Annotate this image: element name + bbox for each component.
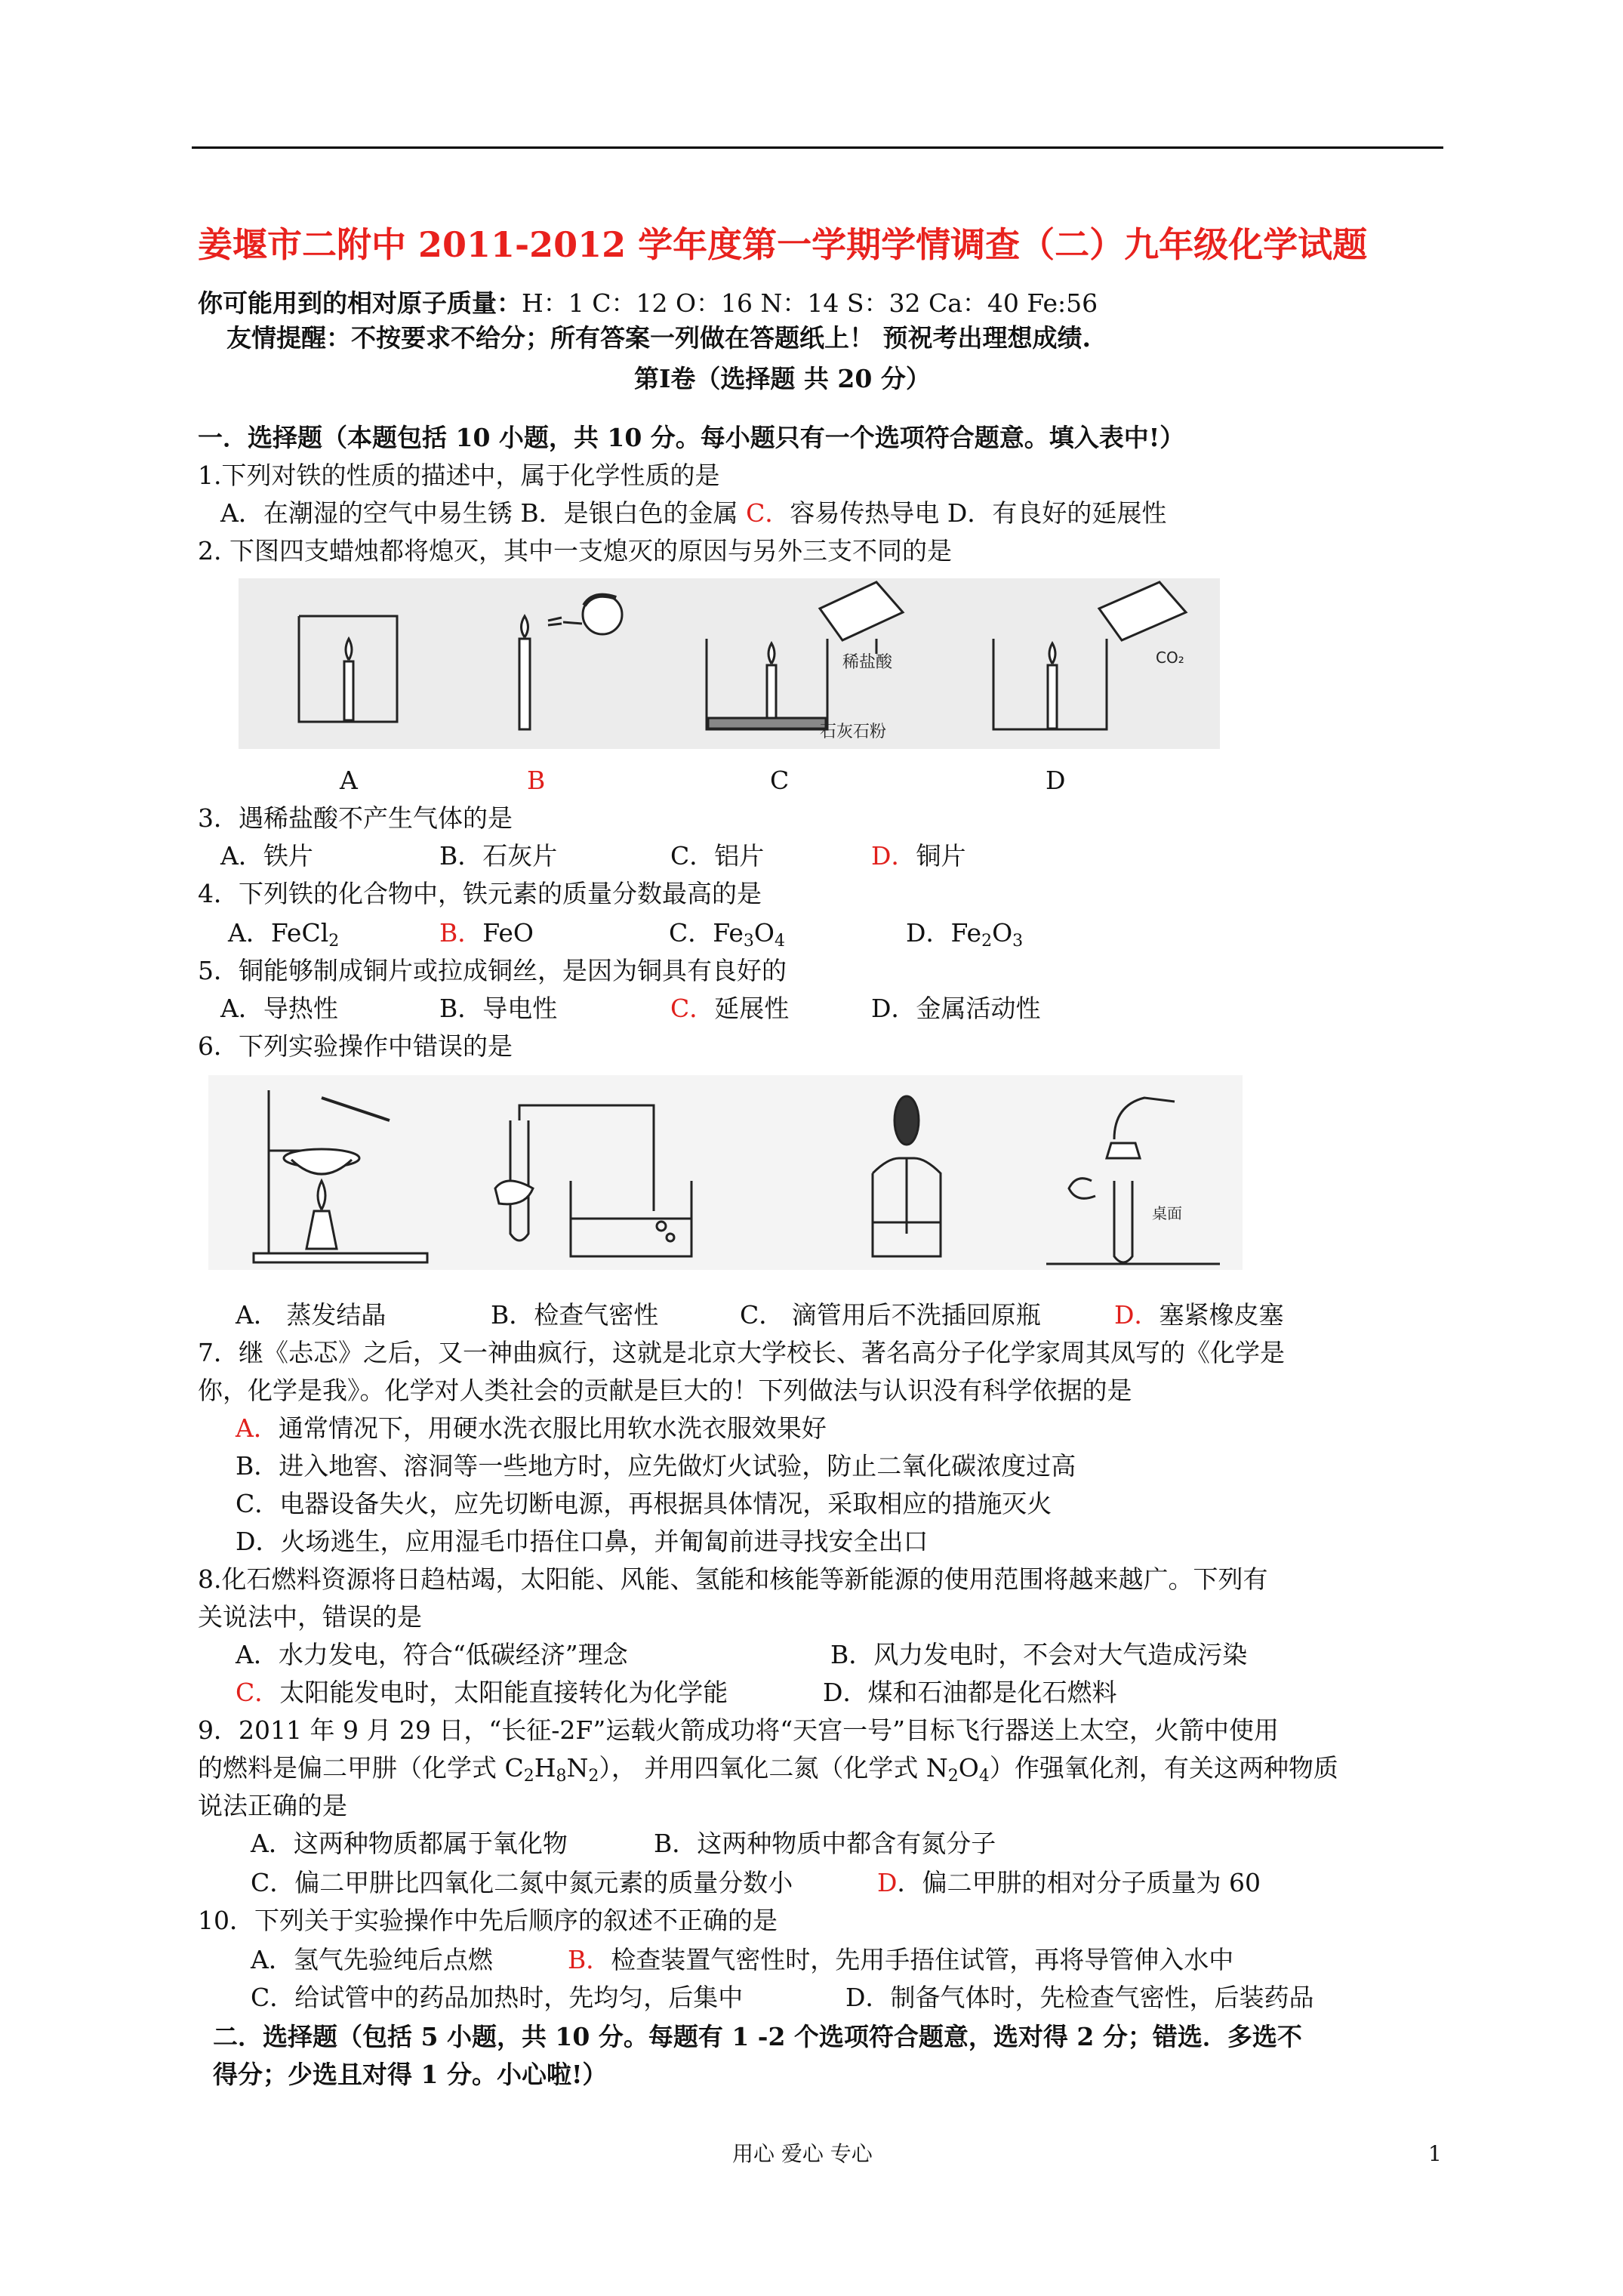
- q4-stem: 4．下列铁的化合物中，铁元素的质量分数最高的是: [198, 879, 762, 908]
- q2-label-d: D: [1046, 766, 1066, 795]
- q4-option-a: [228, 915, 339, 951]
- q8-option-c: [236, 1675, 728, 1711]
- q6-option-c: C． 滴管用后不洗插回原瓶: [740, 1300, 1041, 1330]
- q2-label-c: C: [770, 766, 790, 795]
- reminder: 友情提醒：不按要求不给分；所有答案一列做在答题纸上！ 预祝考出理想成绩.: [226, 323, 1091, 353]
- q9-stem2-c: N: [566, 1753, 589, 1783]
- q3-option-d-text: 铜片: [916, 841, 966, 871]
- atomic-mass-label: 你可能用到的相对原子质量：: [198, 288, 522, 318]
- q8-option-b: B．风力发电时，不会对大气造成污染: [830, 1640, 1248, 1669]
- q7-stem-line2: 你，化学是我》。化学对人类社会的贡献是巨大的！下列做法与认识没有科学依据的是: [198, 1376, 1132, 1405]
- atomic-mass-line: [198, 285, 1098, 322]
- q1-option-b: B．是银白色的金属: [520, 498, 738, 528]
- q1-option-c-letter: C．: [746, 498, 790, 528]
- q4-option-a-text: A．FeCl: [228, 918, 329, 948]
- q6-option-d-text: 塞紧橡皮塞: [1159, 1300, 1284, 1330]
- q8-option-c-letter: C．: [236, 1678, 280, 1707]
- q5-stem: 5．铜能够制成铜片或拉成铜丝，是因为铜具有良好的: [198, 956, 787, 985]
- q10-option-c: C．给试管中的药品加热时，先均匀，后集中: [251, 1983, 744, 2012]
- q2-stem: 2. 下图四支蜡烛都将熄灭，其中一支熄灭的原因与另外三支不同的是: [198, 536, 952, 566]
- q9-option-b: B．这两种物质中都含有氮分子: [654, 1829, 996, 1858]
- section1-title: 第Ⅰ卷（选择题 共 20 分）: [634, 364, 931, 393]
- page-title: 姜堰市二附中 2011-2012 学年度第一学期学情调查（二）九年级化学试题: [198, 224, 1368, 265]
- q9-option-d-text: ．偏二甲肼的相对分子质量为 60: [897, 1868, 1261, 1897]
- q10-option-b-letter: B．: [568, 1945, 611, 1974]
- q5-option-b: B．导电性: [439, 994, 558, 1023]
- part2-header-line2: 得分；少选且对得 1 分。小心啦!）: [213, 2060, 608, 2089]
- q4-option-c-sub2: 4: [774, 932, 785, 951]
- q3-option-c: C．铝片: [670, 841, 765, 871]
- header-rule: [192, 146, 1443, 149]
- q9-stem2-s4: 2: [947, 1767, 959, 1786]
- q1-option-a: A．在潮湿的空气中易生锈: [220, 498, 513, 528]
- q9-stem2-e: O: [958, 1753, 979, 1783]
- q4-option-c: [669, 915, 785, 951]
- q5-option-d: D．金属活动性: [871, 994, 1041, 1023]
- page-footer: 用心 爱心 专心: [732, 2141, 873, 2166]
- q6-lab-figure: [208, 1075, 1243, 1270]
- q6-option-d: [1114, 1297, 1283, 1333]
- q9-stem-line3: 说法正确的是: [198, 1791, 347, 1820]
- q7-stem-line1: 7．继《忐忑》之后，又一神曲疯行，这就是北京大学校长、著名高分子化学家周其凤写的《化学是: [198, 1338, 1285, 1367]
- q9-stem2-a: 的燃料是偏二甲肼（化学式 C: [198, 1753, 524, 1783]
- q4-option-d-sub1: 2: [981, 932, 993, 951]
- q1-option-d: D．有良好的延展性: [947, 498, 1167, 528]
- q7-option-d: D．火场逃生，应用湿毛巾捂住口鼻，并匍匐前进寻找安全出口: [236, 1527, 929, 1556]
- page-number: 1: [1428, 2141, 1442, 2166]
- q5-option-c: [670, 991, 789, 1027]
- q5-option-a: A．导热性: [220, 994, 338, 1023]
- q9-option-c: C．偏二甲肼比四氧化二氮中氮元素的质量分数小: [251, 1868, 793, 1897]
- q10-option-b: [568, 1942, 1233, 1978]
- q4-option-d-text: D．Fe: [906, 918, 982, 948]
- q1-stem: 1.下列对铁的性质的描述中，属于化学性质的是: [198, 461, 720, 490]
- q9-stem2-f: ）作强氧化剂，有关这两种物质: [989, 1753, 1338, 1783]
- q7-option-a-text: 通常情况下，用硬水洗衣服比用软水洗衣服效果好: [278, 1413, 827, 1443]
- q9-option-d-letter: D: [877, 1868, 898, 1897]
- q4-option-c-sub1: 3: [743, 932, 754, 951]
- q9-stem2-d: ）， 并用四氧化二氮（化学式 N: [599, 1753, 948, 1783]
- part2-header-line1: 二．选择题（包括 5 小题，共 10 分。每题有 1 -2 个选项符合题意，选对得 2 分；错选．多选不: [213, 2022, 1302, 2051]
- q2-label-b: B: [527, 766, 546, 795]
- label-co2: CO₂: [1156, 649, 1184, 667]
- q1-options: [220, 495, 1166, 532]
- q9-stem2-s2: 8: [556, 1767, 567, 1786]
- q9-stem2-s1: 2: [523, 1767, 534, 1786]
- part1-header: 一．选择题（本题包括 10 小题，共 10 分。每小题只有一个选项符合题意。填入表中!）: [198, 423, 1185, 452]
- q7-option-a: [236, 1410, 827, 1447]
- q4-option-d-sub2: 3: [1012, 932, 1024, 951]
- label-table: 桌面: [1152, 1204, 1182, 1222]
- q4-option-b-text: FeO: [482, 918, 534, 948]
- q3-option-d: [871, 838, 965, 874]
- q9-option-d: [877, 1865, 1261, 1901]
- label-hcl: 稀盐酸: [842, 653, 893, 672]
- q6-stem: 6．下列实验操作中错误的是: [198, 1031, 513, 1061]
- q7-option-a-letter: A．: [236, 1413, 279, 1443]
- label-limestone: 石灰石粉: [820, 723, 887, 741]
- q3-option-d-letter: D．: [871, 841, 916, 871]
- q9-stem-line1: 9．2011 年 9 月 29 日，“长征-2F”运载火箭成功将“天宫一号”目标飞行器送上太空，火箭中使用: [198, 1715, 1279, 1745]
- q9-option-a: A．这两种物质都属于氧化物: [251, 1829, 568, 1858]
- q4-option-a-sub: 2: [328, 932, 340, 951]
- q8-stem-line2: 关说法中，错误的是: [198, 1602, 422, 1632]
- q5-option-c-text: 延展性: [714, 994, 790, 1023]
- q4-option-b-letter: B．: [439, 918, 483, 948]
- q10-option-b-text: 检查装置气密性时，先用手捂住试管，再将导管伸入水中: [611, 1945, 1234, 1974]
- q9-stem-line2: [198, 1750, 1338, 1786]
- q10-option-d: D．制备气体时，先检查气密性，后装药品: [845, 1983, 1314, 2012]
- q6-option-d-letter: D．: [1114, 1300, 1160, 1330]
- q8-stem-line1: 8.化石燃料资源将日趋枯竭，太阳能、风能、氢能和核能等新能源的使用范围将越来越广。下列有: [198, 1564, 1268, 1594]
- q3-option-b: B．石灰片: [439, 841, 558, 871]
- q9-stem2-s5: 4: [978, 1767, 990, 1786]
- q1-option-c: 容易传热导电: [790, 498, 940, 528]
- q10-option-a: A．氢气先验纯后点燃: [251, 1945, 493, 1974]
- q6-option-a: A． 蒸发结晶: [236, 1300, 387, 1330]
- atomic-mass-values: H：1 C：12 O：16 N：14 S：32 Ca：40 Fe:56: [522, 288, 1098, 318]
- q10-stem: 10．下列关于实验操作中先后顺序的叙述不正确的是: [198, 1906, 778, 1935]
- q8-option-c-text: 太阳能发电时，太阳能直接转化为化学能: [279, 1678, 728, 1707]
- q2-label-a: A: [340, 766, 358, 795]
- q3-stem: 3．遇稀盐酸不产生气体的是: [198, 803, 513, 833]
- q2-candle-figure: [239, 578, 1220, 749]
- q8-option-a: A．水力发电，符合“低碳经济”理念: [236, 1640, 628, 1669]
- q4-option-c-mid: O: [753, 918, 775, 948]
- q4-option-b: [439, 915, 534, 951]
- q7-option-b: B．进入地窖、溶洞等一些地方时，应先做灯火试验，防止二氧化碳浓度过高: [236, 1451, 1076, 1481]
- q4-option-d-mid: O: [992, 918, 1013, 948]
- q5-option-c-letter: C．: [670, 994, 715, 1023]
- q6-option-b: B．检查气密性: [491, 1300, 659, 1330]
- q4-option-c-text: C．Fe: [669, 918, 744, 948]
- q9-stem2-s3: 2: [588, 1767, 599, 1786]
- q3-option-a: A．铁片: [220, 841, 313, 871]
- q9-stem2-b: H: [534, 1753, 556, 1783]
- q7-option-c: C．电器设备失火，应先切断电源，再根据具体情况，采取相应的措施灭火: [236, 1489, 1052, 1518]
- q4-option-d: [906, 915, 1023, 951]
- q8-option-d: D．煤和石油都是化石燃料: [823, 1678, 1117, 1707]
